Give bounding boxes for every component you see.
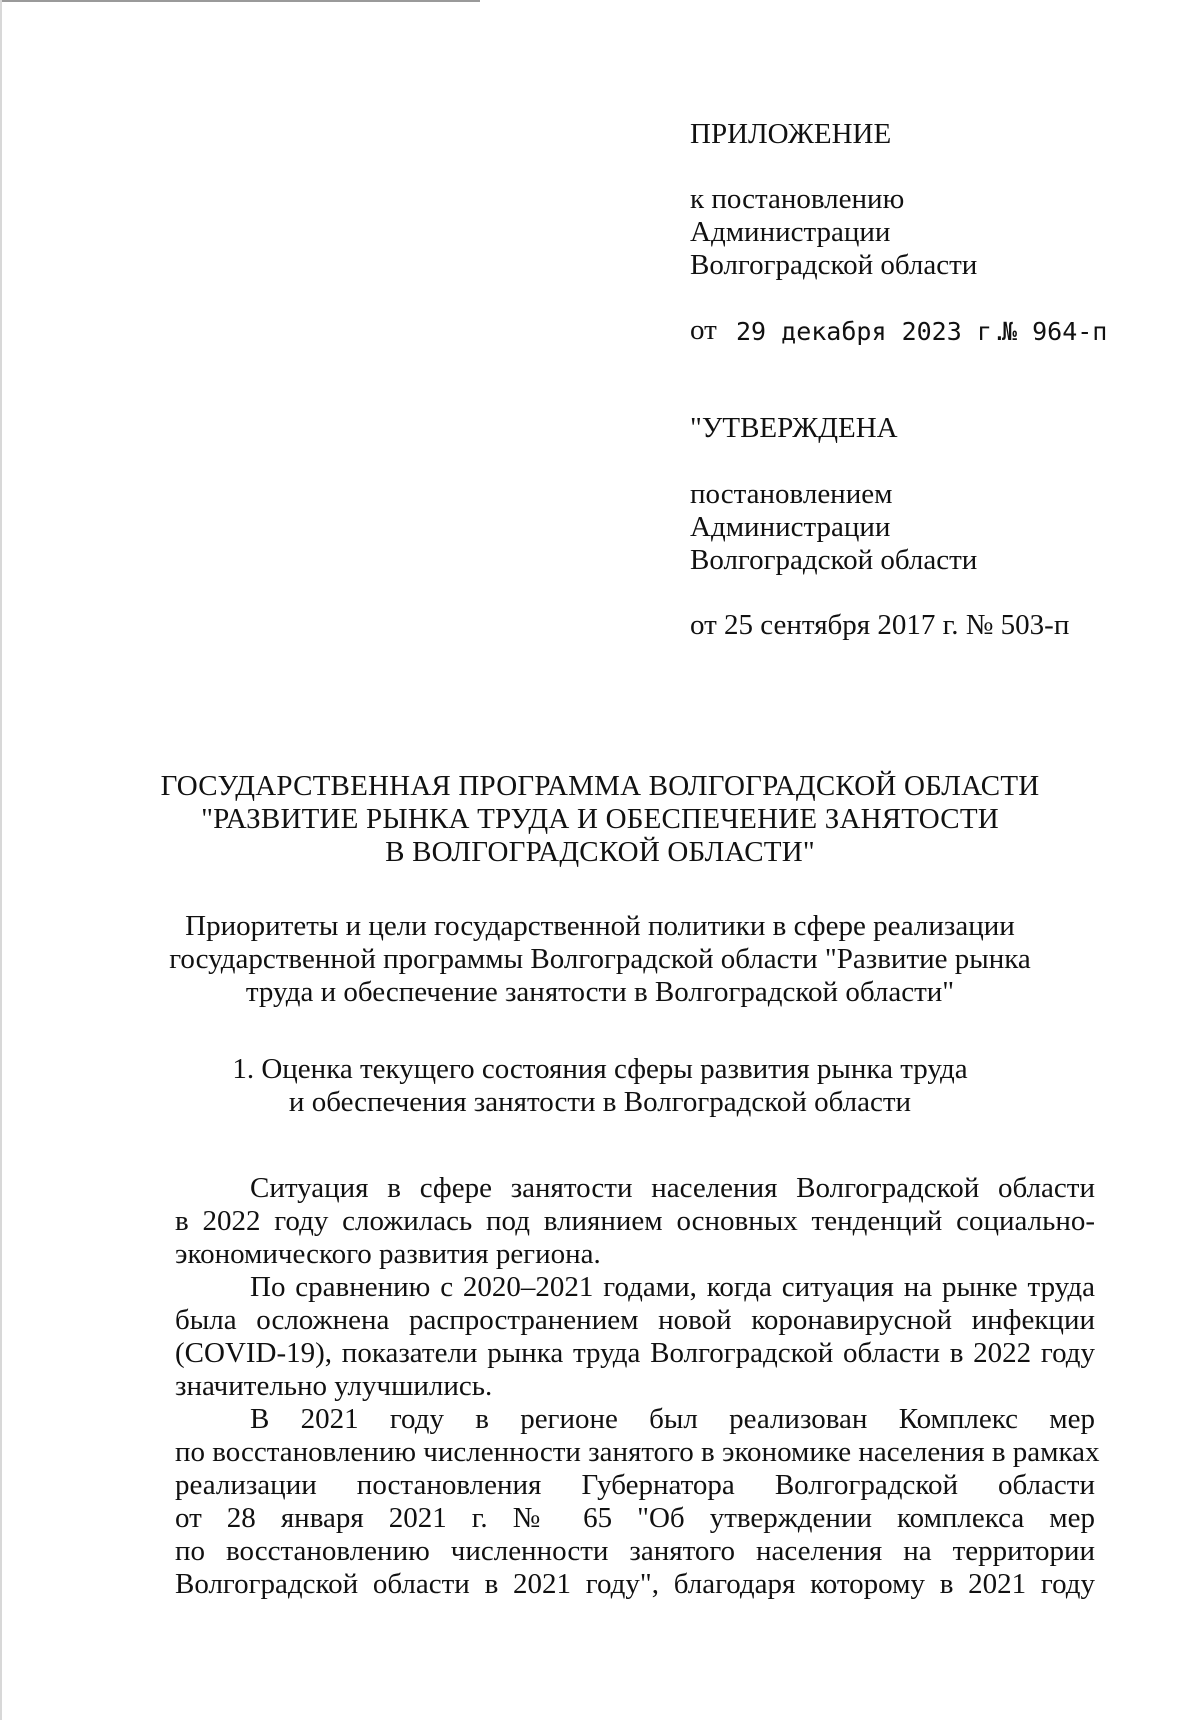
paragraph-line: в 2022 году сложилась под влиянием основных тенденций социально-: [175, 1205, 1095, 1237]
subtitle-line-1: Приоритеты и цели государственной политики в сфере реализации: [185, 910, 1015, 942]
approved-heading: "УТВЕРЖДЕНА: [690, 412, 898, 444]
section-heading-line-1: 1. Оценка текущего состояния сферы развития рынка труда: [232, 1053, 968, 1085]
paragraph-line: (COVID-19), показатели рынка труда Волгоградской области в 2022 году: [175, 1337, 1095, 1369]
paragraph-line: экономического развития региона.: [175, 1238, 601, 1270]
appendix-number-value: № 964-п: [1002, 317, 1108, 346]
appendix-to-line-1: к постановлению: [690, 183, 905, 215]
paragraph-3: [175, 1403, 1100, 1601]
program-title-line-1: ГОСУДАРСТВЕННАЯ ПРОГРАММА ВОЛГОГРАДСКОЙ ОБЛАСТИ: [160, 770, 1040, 802]
paragraph-line: Ситуация в сфере занятости населения Волгоградской области: [250, 1172, 1095, 1204]
approved-by-line-1: постановлением: [690, 478, 893, 510]
paragraph-line: значительно улучшились.: [175, 1370, 493, 1402]
paragraph-line: по восстановлению численности занятого в экономике населения в рамках: [175, 1436, 1100, 1468]
paragraph-line: В 2021 году в регионе был реализован Комплекс мер: [250, 1403, 1095, 1435]
paragraph-line: от 28 января 2021 г. № 65 "Об утверждении комплекса мер: [175, 1502, 1095, 1534]
appendix-date-value: 29 декабря 2023 г.: [736, 317, 1007, 346]
original-decree-date: от 25 сентября 2017 г. № 503-п: [690, 609, 1070, 641]
approved-by-line-3: Волгоградской области: [690, 544, 978, 576]
paragraph-1: [175, 1172, 1095, 1271]
paragraph-line: реализации постановления Губернатора Волгоградской области: [175, 1469, 1095, 1501]
program-title-line-2: "РАЗВИТИЕ РЫНКА ТРУДА И ОБЕСПЕЧЕНИЕ ЗАНЯТОСТИ: [201, 803, 999, 835]
priorities-subtitle: [0, 910, 1200, 1009]
appendix-date-prefix: от: [690, 314, 717, 346]
paragraph-line: по восстановлению численности занятого населения на территории: [175, 1535, 1095, 1567]
paragraph-line: По сравнению с 2020–2021 годами, когда ситуация на рынке труда: [250, 1271, 1095, 1303]
program-title-line-3: В ВОЛГОГРАДСКОЙ ОБЛАСТИ": [385, 836, 815, 868]
paragraph-line: была осложнена распространением новой коронавирусной инфекции: [175, 1304, 1095, 1336]
scan-edge-top: [0, 0, 480, 2]
appendix-to-line-3: Волгоградской области: [690, 249, 978, 281]
appendix-to-line-2: Администрации: [690, 216, 891, 248]
paragraph-line: Волгоградской области в 2021 году", благодаря которому в 2021 году: [175, 1568, 1095, 1600]
section-heading-line-2: и обеспечения занятости в Волгоградской области: [288, 1086, 912, 1118]
approved-by-line-2: Администрации: [690, 511, 891, 543]
appendix-heading: ПРИЛОЖЕНИЕ: [690, 118, 892, 150]
section-heading: [0, 1053, 1200, 1119]
program-title: [0, 770, 1200, 869]
paragraph-2: [175, 1271, 1095, 1403]
subtitle-line-2: государственной программы Волгоградской области "Развитие рынка: [169, 943, 1031, 975]
subtitle-line-3: труда и обеспечение занятости в Волгоградской области": [245, 976, 955, 1008]
